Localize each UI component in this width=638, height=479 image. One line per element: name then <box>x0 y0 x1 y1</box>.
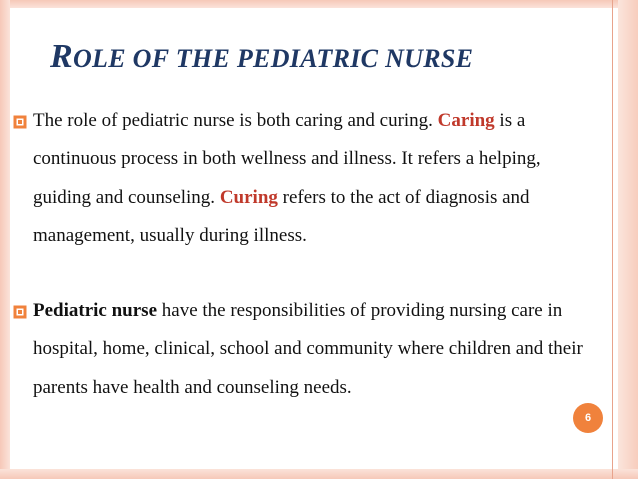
bullet-text-role <box>13 102 598 255</box>
slide-frame-left <box>0 0 10 479</box>
slide-frame-top <box>0 0 638 8</box>
slide-frame-rule <box>612 0 613 479</box>
bullet-role-part1: The role of pediatric nurse is both caring and curing. <box>33 110 438 131</box>
highlight-term-curing: Curing <box>219 186 278 208</box>
bullet-responsibilities-rest: have the responsibilities of providing nursing care in hospital, home, clinical, school and community where children and their parents have health and counseling needs. <box>33 300 583 398</box>
bold-term-pediatric-nurse: Pediatric nurse <box>33 300 158 321</box>
bullet-role-part2: is a continuous process in both wellness and illness. It refers a helping, guiding and counseling. <box>33 110 541 208</box>
slide-frame-bottom <box>0 469 638 479</box>
bullet-text-responsibilities <box>13 292 598 407</box>
highlight-term-caring: Caring <box>437 110 495 131</box>
slide-frame-right <box>618 0 638 479</box>
slide-title-initial: R <box>50 38 73 75</box>
slide-title <box>50 38 473 76</box>
square-bullet-icon <box>13 305 27 319</box>
bullet-role-part3: refers to the act of diagnosis and management, usually during illness. <box>33 186 530 246</box>
bullet-item-role <box>13 102 598 255</box>
bullet-item-responsibilities <box>13 292 598 407</box>
square-bullet-icon <box>13 115 27 129</box>
page-number-badge: 6 <box>573 403 603 433</box>
slide-title-rest: OLE OF THE PEDIATRIC NURSE <box>72 44 474 73</box>
